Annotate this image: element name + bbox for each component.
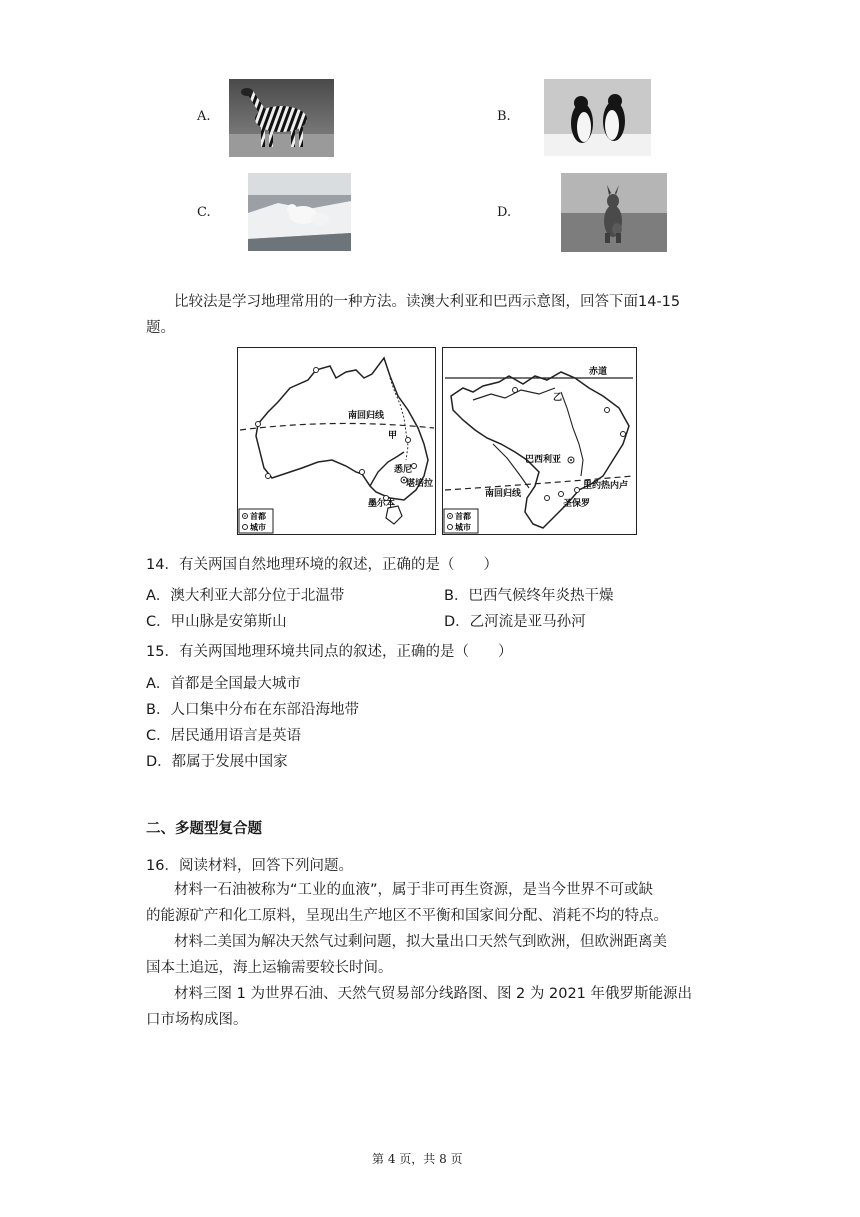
- q15-option-a: A．首都是全国最大城市: [146, 676, 301, 692]
- material-3-line-2: 口市场构成图。: [146, 1012, 248, 1028]
- bra-saopaulo-label: 圣保罗: [563, 499, 591, 509]
- polar-bears-photo: [248, 173, 351, 251]
- material-1-line-2: 的能源矿产和化工原料，呈现出生产地区不平衡和国家间分配、消耗不均的特点。: [146, 908, 668, 924]
- bra-legend-capital: 首都: [455, 512, 471, 521]
- q14-stem: 14．有关两国自然地理环境的叙述，正确的是（ ）: [146, 557, 498, 573]
- aus-melbourne-label: 墨尔本: [368, 499, 396, 509]
- aus-canberra-label: 堪培拉: [406, 479, 434, 489]
- q15-option-c: C．居民通用语言是英语: [146, 728, 302, 744]
- intro-line-2: 题。: [146, 320, 175, 336]
- page-footer: 第 4 页，共 8 页: [372, 1152, 463, 1166]
- bra-tropic-label: 南回归线: [485, 489, 522, 499]
- kangaroo-photo: [561, 173, 667, 252]
- australia-map: [237, 347, 436, 535]
- q15-stem: 15．有关两国地理环境共同点的叙述，正确的是（ ）: [146, 644, 513, 660]
- q14-option-b: B．巴西气候终年炎热干燥: [444, 588, 614, 604]
- aus-legend: [239, 509, 273, 533]
- aus-tropic-label: 南回归线: [348, 411, 385, 421]
- aus-jia-label: 甲: [388, 431, 398, 441]
- q16-stem: 16．阅读材料，回答下列问题。: [146, 858, 353, 874]
- option-d-letter: D.: [497, 205, 512, 220]
- q15-option-d: D．都属于发展中国家: [146, 754, 288, 770]
- option-a-letter: A.: [197, 109, 211, 124]
- option-b-letter: B.: [497, 109, 511, 124]
- bra-brasilia-label: 巴西利亚: [525, 455, 562, 465]
- bra-rio-label: 里约热内卢: [583, 481, 629, 491]
- q14-option-a: A．澳大利亚大部分位于北温带: [146, 588, 345, 604]
- bra-yi-label: 乙: [553, 393, 563, 403]
- bra-equator-label: 赤道: [589, 367, 608, 377]
- material-1-line-1: 材料一石油被称为“工业的血液”，属于非可再生资源，是当今世界不可或缺: [174, 882, 654, 898]
- penguins-photo: [544, 79, 651, 156]
- q14-option-d: D．乙河流是亚马孙河: [444, 614, 586, 630]
- section-heading: 二、多题型复合题: [146, 821, 262, 837]
- aus-legend-city: 城市: [250, 523, 266, 532]
- bra-legend: [444, 509, 478, 533]
- zebra-photo: [229, 79, 334, 157]
- material-2-line-1: 材料二美国为解决天然气过剩问题，拟大量出口天然气到欧洲，但欧洲距离美: [174, 934, 667, 950]
- material-2-line-2: 国本土追远，海上运输需要较长时间。: [146, 960, 393, 976]
- material-3-line-1: 材料三图 1 为世界石油、天然气贸易部分线路图、图 2 为 2021 年俄罗斯能源出: [174, 986, 693, 1002]
- aus-sydney-label: 悉尼: [394, 465, 413, 475]
- q14-option-c: C．甲山脉是安第斯山: [146, 614, 287, 630]
- aus-legend-capital: 首都: [250, 512, 266, 521]
- q15-option-b: B．人口集中分布在东部沿海地带: [146, 702, 359, 718]
- brazil-map: [442, 347, 637, 535]
- intro-line-1: 比较法是学习地理常用的一种方法。读澳大利亚和巴西示意图，回答下面14-15: [174, 294, 681, 310]
- option-c-letter: C.: [197, 205, 211, 220]
- bra-legend-city: 城市: [455, 523, 471, 532]
